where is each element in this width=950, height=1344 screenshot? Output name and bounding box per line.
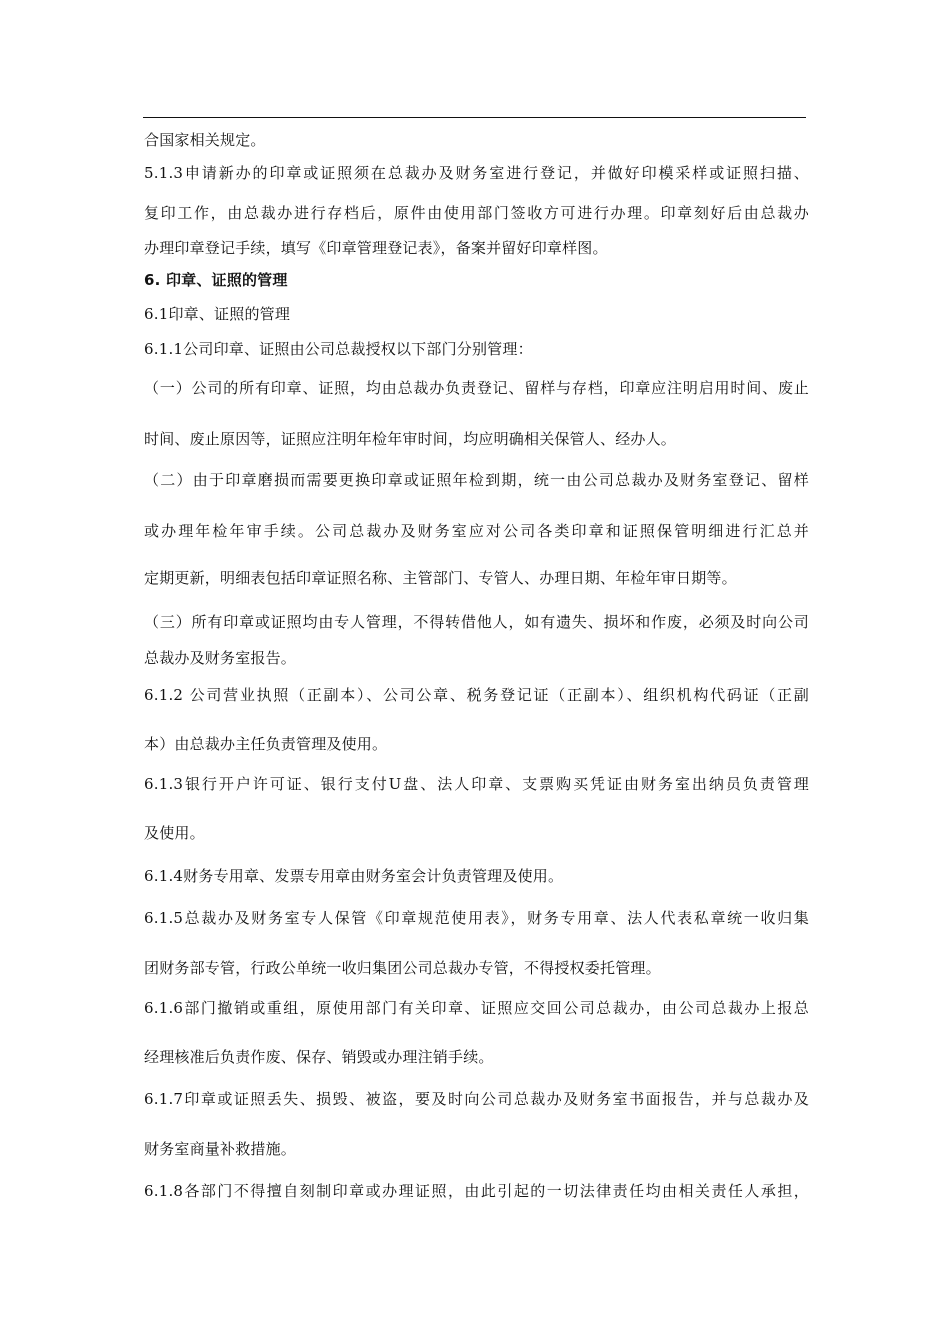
subsection-heading: 6.1印章、证照的管理 [144, 305, 291, 323]
text-line: 办理印章登记手续，填写《印章管理登记表》，备案并留好印章样图。 [144, 239, 608, 257]
text-line: 6.1.6部门撤销或重组，原使用部门有关印章、证照应交回公司总裁办，由公司总裁办上报总 [144, 999, 809, 1017]
text-line: （三）所有印章或证照均由专人管理，不得转借他人，如有遗失、损坏和作废，必须及时向公司 [144, 613, 809, 631]
text-line: 6.1.2 公司营业执照（正副本）、公司公章、税务登记证（正副本）、组织机构代码证（正副 [144, 686, 809, 704]
text-line: 经理核准后负责作废、保存、销毁或办理注销手续。 [144, 1048, 494, 1066]
text-line: 团财务部专管，行政公单统一收归集团公司总裁办专管，不得授权委托管理。 [144, 959, 661, 977]
text-line: 合国家相关规定。 [144, 131, 266, 149]
text-line: 6.1.1公司印章、证照由公司总裁授权以下部门分别管理： [144, 340, 533, 358]
text-line: 及使用。 [144, 824, 205, 842]
text-line: 时间、废止原因等，证照应注明年检年审时间，均应明确相关保管人、经办人。 [144, 430, 677, 448]
header-rule [143, 117, 806, 118]
text-line: 定期更新，明细表包括印章证照名称、主管部门、专管人、办理日期、年检年审日期等。 [144, 569, 737, 587]
text-line: 6.1.7印章或证照丢失、损毁、被盗，要及时向公司总裁办及财务室书面报告，并与总裁办及 [144, 1090, 809, 1108]
text-line: 6.1.5总裁办及财务室专人保管《印章规范使用表》，财务专用章、法人代表私章统一收归集 [144, 909, 809, 927]
text-line: 本）由总裁办主任负责管理及使用。 [144, 735, 388, 753]
text-line: 财务室商量补救措施。 [144, 1140, 297, 1158]
text-line: 总裁办及财务室报告。 [144, 649, 297, 667]
text-line: （二）由于印章磨损而需要更换印章或证照年检到期，统一由公司总裁办及财务室登记、留样 [144, 471, 809, 489]
text-line: 或办理年检年审手续。公司总裁办及财务室应对公司各类印章和证照保管明细进行汇总并 [144, 522, 809, 540]
text-line: 5.1.3申请新办的印章或证照须在总裁办及财务室进行登记，并做好印模采样或证照扫描、 [144, 164, 809, 182]
section-heading: 6. 印章、证照的管理 [144, 271, 288, 289]
text-line: 6.1.4财务专用章、发票专用章由财务室会计负责管理及使用。 [144, 867, 564, 885]
text-line: （一）公司的所有印章、证照，均由总裁办负责登记、留样与存档，印章应注明启用时间、废止 [144, 379, 809, 397]
text-line: 6.1.8各部门不得擅自刻制印章或办理证照，由此引起的一切法律责任均由相关责任人承担， [144, 1182, 809, 1200]
text-line: 6.1.3银行开户许可证、银行支付U盘、法人印章、支票购买凭证由财务室出纳员负责管理 [144, 775, 809, 793]
text-line: 复印工作，由总裁办进行存档后，原件由使用部门签收方可进行办理。印章刻好后由总裁办 [144, 204, 809, 222]
